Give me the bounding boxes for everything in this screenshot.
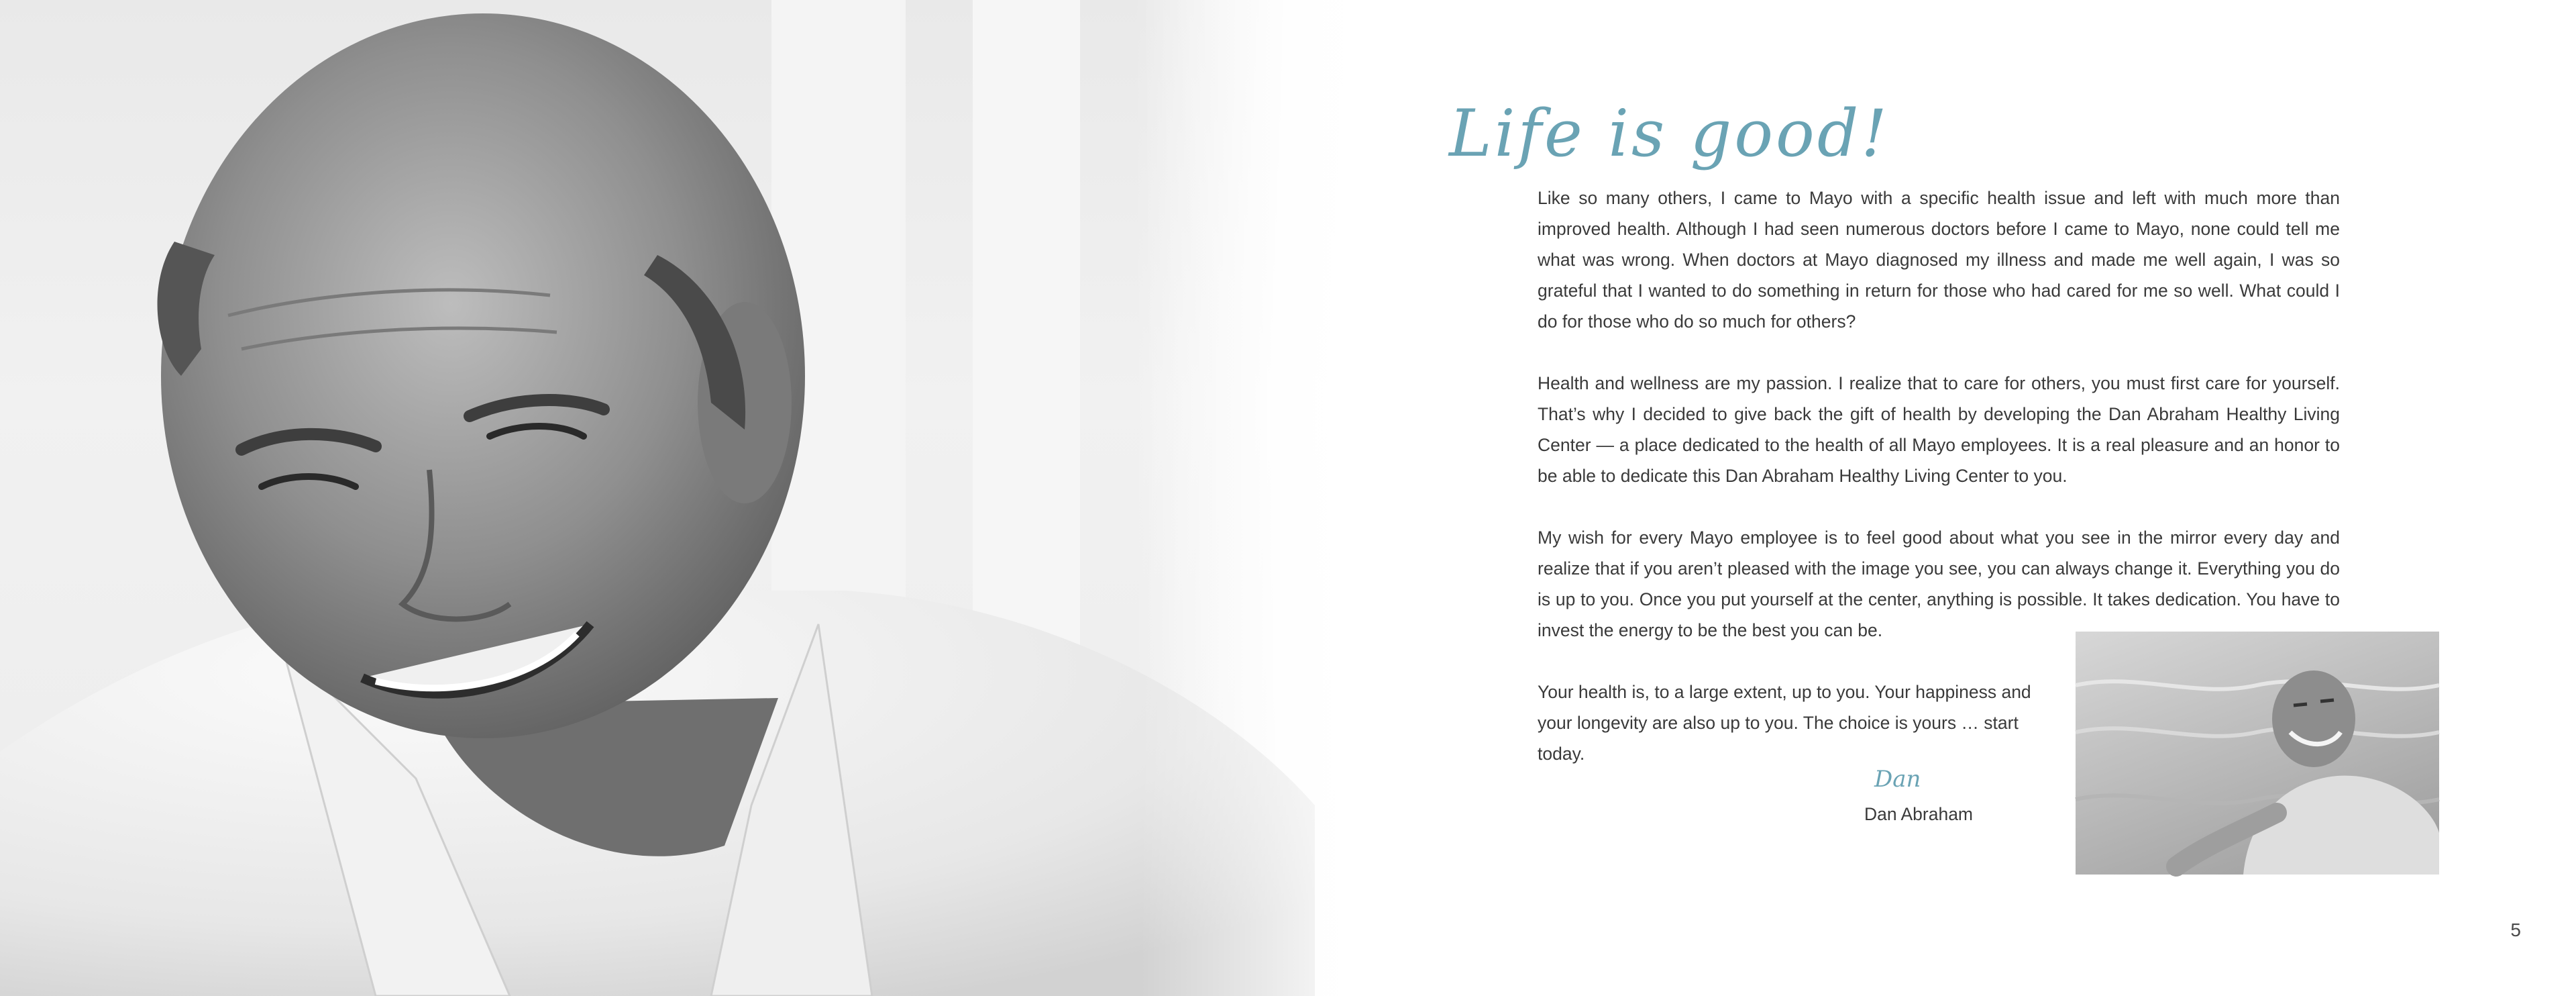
headline bbox=[1442, 81, 1890, 188]
paragraph-4: Your health is, to a large extent, up to you. Your happiness and your longevity are also up to you. The choice is yours … start today. bbox=[1538, 682, 2031, 764]
inset-photo-illustration bbox=[2076, 632, 2439, 875]
paragraph-2: Health and wellness are my passion. I realize that to care for others, you must first care for yourself. That’s why I decided to give back the gift of health by developing the Dan Abraham Healthy Living Center — a place dedicated to the health of all Mayo employees. It is a real pleasure and an honor to be able to dedicate this Dan Abraham Healthy Living Center to you. bbox=[1538, 373, 2340, 486]
headline-text: Life is good! bbox=[1449, 96, 1890, 171]
inset-photo bbox=[2076, 632, 2439, 875]
paragraph-1: Like so many others, I came to Mayo with a specific health issue and left with much more than improved health. Although I had seen numerous doctors before I came to Mayo, none could tell me what was wrong. When doctors at Mayo diagnosed my illness and made me well again, I was so grateful that I wanted to do something in return for those who had cared for me so well. What could I do for those who do so much for others? bbox=[1538, 188, 2340, 332]
page-number: 5 bbox=[2510, 919, 2521, 940]
headline-script bbox=[1442, 81, 1890, 188]
handwritten-signature bbox=[1872, 762, 1945, 796]
signature-name: Dan Abraham bbox=[1864, 804, 1974, 824]
paragraph-3: My wish for every Mayo employee is to feel good about what you see in the mirror every day and realize that if you aren’t pleased with the image you see, you can always change it. Everything you do is up to you. Once you put yourself at the center, anything is possible. It takes dedication. You have to invest the energy to be the best you can be. bbox=[1538, 528, 2340, 640]
signature-script: Dan bbox=[1874, 766, 1921, 793]
